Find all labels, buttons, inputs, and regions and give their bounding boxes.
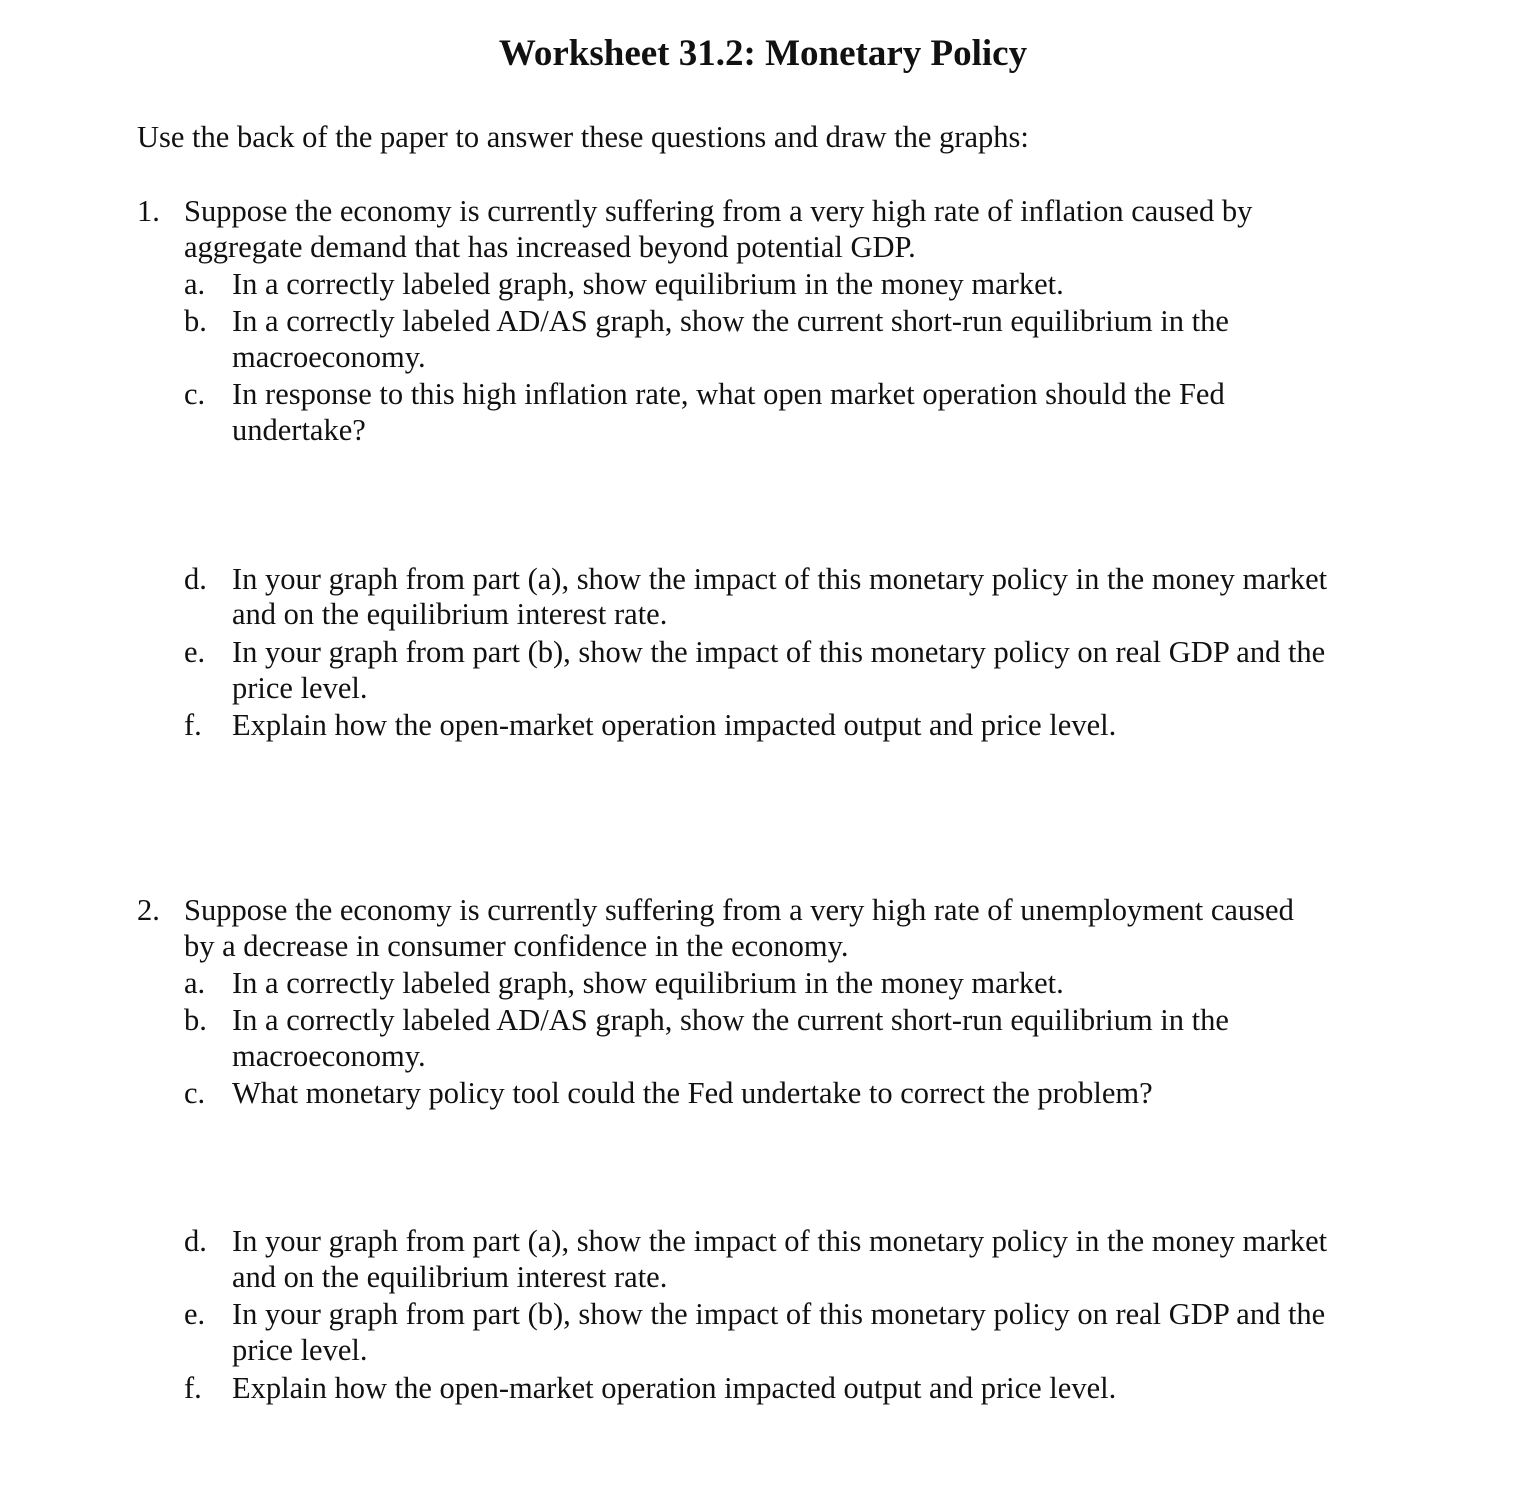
part-text: and on the equilibrium interest rate. xyxy=(232,1260,668,1294)
part-text: In response to this high inflation rate, what open market operation should the Fed xyxy=(232,377,1225,411)
part-letter: f. xyxy=(184,1371,202,1405)
part-letter: a. xyxy=(184,966,206,1000)
part-letter: c. xyxy=(184,377,206,411)
instructions: Use the back of the paper to answer these questions and draw the graphs: xyxy=(137,120,1029,154)
part-letter: d. xyxy=(184,562,207,596)
part-text: macroeconomy. xyxy=(232,1039,426,1073)
page-title: Worksheet 31.2: Monetary Policy xyxy=(498,33,1028,74)
part-text: In your graph from part (a), show the impact of this monetary policy in the money market xyxy=(232,1224,1328,1258)
part-text: In a correctly labeled graph, show equilibrium in the money market. xyxy=(232,267,1064,301)
part-letter: b. xyxy=(184,304,207,338)
part-text: and on the equilibrium interest rate. xyxy=(232,597,668,631)
part-text: price level. xyxy=(232,671,368,705)
part-text: In a correctly labeled AD/AS graph, show the current short-run equilibrium in the xyxy=(232,304,1229,338)
part-letter: f. xyxy=(184,708,202,742)
part-text: In your graph from part (a), show the impact of this monetary policy in the money market xyxy=(232,562,1328,596)
part-text: undertake? xyxy=(232,413,366,447)
part-letter: b. xyxy=(184,1003,207,1037)
question-text: Suppose the economy is currently suffering from a very high rate of unemployment caused xyxy=(184,893,1294,927)
part-text: In your graph from part (b), show the impact of this monetary policy on real GDP and the xyxy=(232,1297,1326,1331)
question-text: aggregate demand that has increased beyond potential GDP. xyxy=(184,230,916,264)
part-text: In a correctly labeled AD/AS graph, show the current short-run equilibrium in the xyxy=(232,1003,1229,1037)
question-text: by a decrease in consumer confidence in the economy. xyxy=(184,929,849,963)
part-letter: e. xyxy=(184,1297,206,1331)
part-text: price level. xyxy=(232,1333,368,1367)
part-text: macroeconomy. xyxy=(232,340,426,374)
question-text: Suppose the economy is currently suffering from a very high rate of inflation caused by xyxy=(184,194,1253,228)
part-letter: d. xyxy=(184,1224,207,1258)
part-text: In a correctly labeled graph, show equilibrium in the money market. xyxy=(232,966,1064,1000)
question-number: 1. xyxy=(137,194,160,228)
part-text: What monetary policy tool could the Fed undertake to correct the problem? xyxy=(232,1076,1153,1110)
part-letter: c. xyxy=(184,1076,206,1110)
part-letter: e. xyxy=(184,635,206,669)
part-letter: a. xyxy=(184,267,206,301)
part-text: Explain how the open-market operation impacted output and price level. xyxy=(232,708,1117,742)
part-text: Explain how the open-market operation impacted output and price level. xyxy=(232,1371,1117,1405)
part-text: In your graph from part (b), show the impact of this monetary policy on real GDP and the xyxy=(232,635,1326,669)
question-number: 2. xyxy=(137,893,160,927)
